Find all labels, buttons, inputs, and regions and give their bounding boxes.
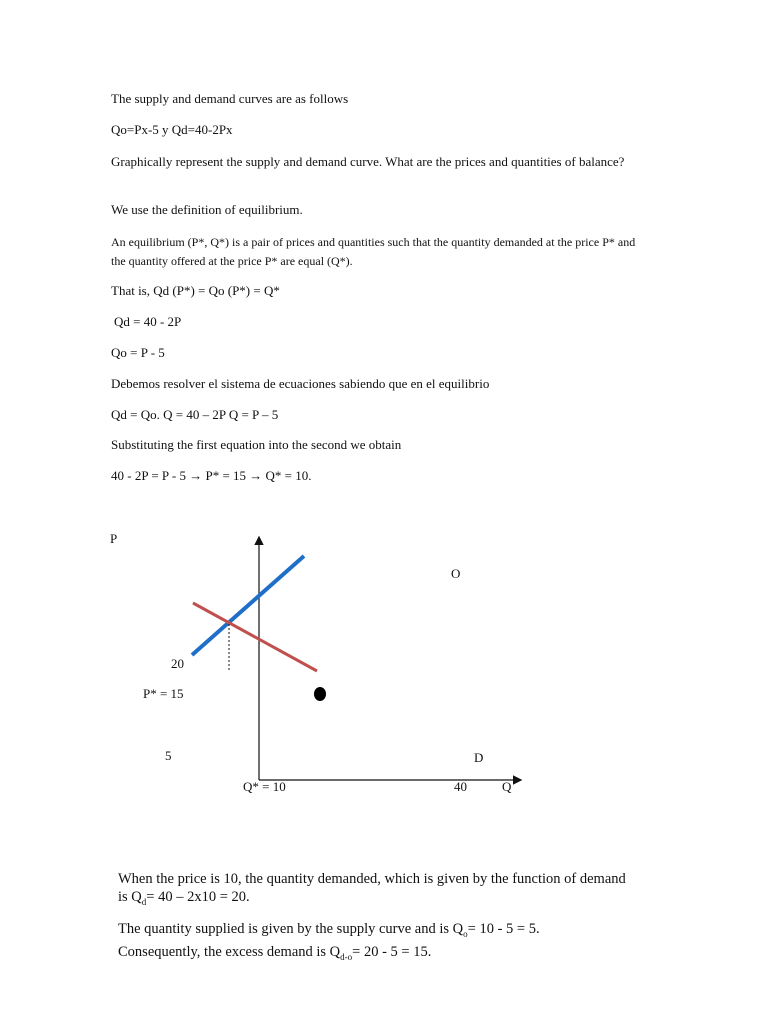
demand-text: When the price is 10, the quantity demanded, which is given by the function of demand is Q	[118, 871, 626, 905]
intro-line: The supply and demand curves are as follows	[111, 91, 349, 106]
tick-label-qstar: Q* = 10	[243, 779, 286, 794]
system-note: Debemos resolver el sistema de ecuaciones sabiendo que en el equilibrio	[111, 376, 490, 391]
question-text: Graphically represent the supply and demand curve. What are the prices and quantities of balance?	[111, 154, 625, 169]
supply-line	[192, 556, 304, 655]
solution-line: 40 - 2P = P - 5 → P* = 15 → Q* = 10.	[111, 468, 312, 483]
definition-intro: We use the definition of equilibrium.	[111, 202, 303, 217]
equilibrium-definition: An equilibrium (P*, Q*) is a pair of prices and quantities such that the quantity demanded at the price P* and the quantity offered at the price P* are equal (Q*).	[111, 235, 636, 268]
tick-label-40: 40	[454, 779, 467, 794]
substitution-note: Substituting the first equation into the second we obtain	[111, 437, 402, 452]
excess-result: = 20 - 5 = 15.	[352, 943, 432, 960]
y-axis-label: P	[110, 531, 118, 546]
bottom-paragraph-2	[118, 920, 638, 966]
excess-subscript: d-o	[340, 951, 353, 962]
supply-subscript: o	[463, 928, 468, 939]
supply-result: = 10 - 5 = 5.	[467, 921, 540, 937]
demand-equation: Qd = 40 - 2P	[114, 314, 182, 329]
demand-result: = 40 – 2x10 = 20.	[146, 889, 250, 905]
equilibrium-condition: That is, Qd (P*) = Qo (P*) = Q*	[111, 283, 280, 298]
supply-text: The quantity supplied is given by the supply curve and is Q	[118, 921, 464, 937]
equilibrium-point-dot	[314, 687, 326, 701]
tick-label-20: 20	[171, 656, 184, 671]
x-axis-label: Q	[502, 779, 512, 794]
demand-subscript: d	[141, 896, 147, 907]
tick-label-5: 5	[165, 748, 172, 763]
demand-label: D	[474, 750, 484, 765]
equations-line: Qo=Px-5 y Qd=40-2Px	[111, 122, 233, 137]
supply-label: O	[451, 566, 461, 581]
system-equations: Qd = Qo. Q = 40 – 2P Q = P – 5	[111, 407, 279, 422]
bottom-paragraph-1	[118, 870, 638, 911]
excess-text: Consequently, the excess demand is Q	[118, 943, 341, 960]
supply-equation: Qo = P - 5	[111, 345, 165, 360]
tick-label-pstar: P* = 15	[143, 686, 184, 701]
